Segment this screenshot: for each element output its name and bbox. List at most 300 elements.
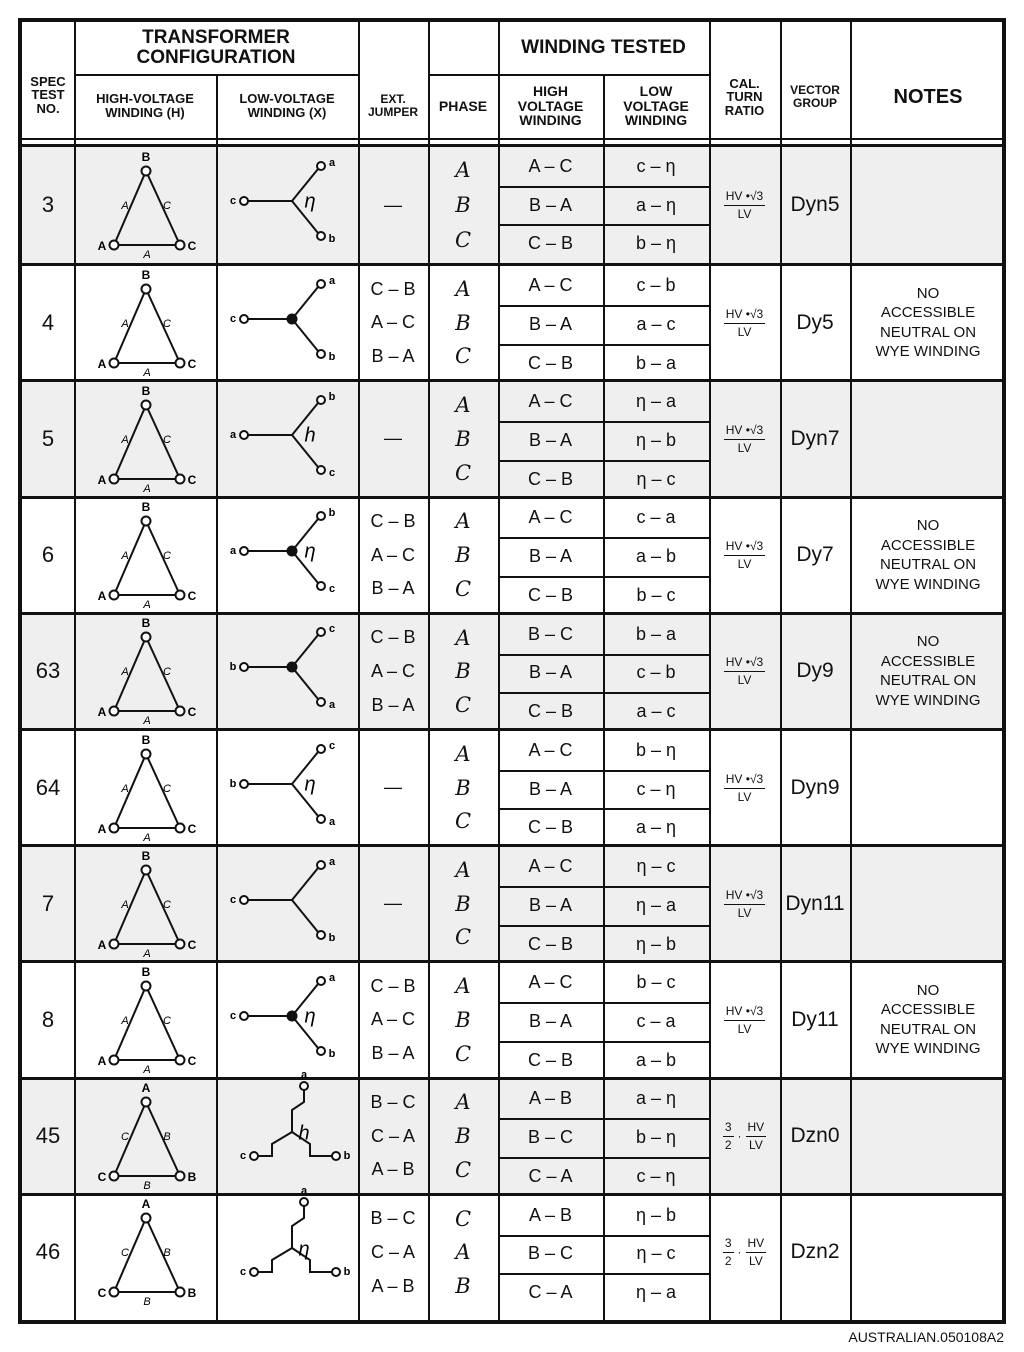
header-cal-turn-ratio: CAL. TURN RATIO: [724, 75, 765, 118]
phase-value: A: [455, 158, 471, 183]
phase: [428, 847, 498, 960]
ratio-denominator: LV: [737, 789, 752, 804]
jumper-value: B – A: [371, 1043, 415, 1064]
notes: [850, 1080, 1006, 1193]
ratio-numerator: HV •√3: [724, 539, 765, 556]
svg-text:h: h: [298, 1122, 310, 1145]
terminal-label: A: [97, 821, 107, 836]
header-divider: [428, 74, 709, 76]
lv-tested-value: b – η: [635, 233, 677, 254]
jumper-value: A – C: [370, 1009, 416, 1030]
ratio-denominator: LV: [737, 440, 752, 455]
lv-tested-value: b – a: [603, 615, 709, 656]
col-divider: [498, 22, 500, 1320]
jumper-value: B – A: [371, 694, 415, 715]
terminal-label: B: [141, 616, 151, 631]
ratio-numerator: HV •√3: [724, 423, 765, 440]
lv-winding-diagram: [216, 847, 358, 960]
terminal-label: B: [141, 848, 151, 863]
table-row: [22, 496, 1002, 612]
phase: [428, 1196, 498, 1309]
svg-text:b: b: [229, 661, 237, 674]
hv-tested-value: C – B: [527, 584, 574, 605]
lv-tested-value: η – c: [636, 468, 676, 489]
col-divider: [428, 22, 430, 1320]
phase-value: B: [455, 1124, 471, 1149]
lv-tested-value: c – a: [603, 499, 709, 540]
spec-test-number: 64: [35, 774, 61, 800]
col-divider: [850, 22, 852, 1320]
header-vector-group: VECTOR GROUP: [790, 83, 840, 110]
terminal-label: C: [187, 589, 197, 604]
vector-group: Dzn2: [790, 1240, 840, 1264]
winding-label: C: [121, 1131, 129, 1144]
vector-group: Dyn11: [785, 891, 845, 915]
terminal-label: B: [141, 384, 151, 399]
jumper-value: C – A: [370, 1125, 416, 1146]
svg-text:a: a: [300, 1185, 308, 1198]
winding-label: A: [121, 782, 129, 795]
phase-value: A: [455, 741, 471, 766]
hv-tested-value: C – B: [527, 817, 574, 838]
test-table: [18, 18, 1006, 1324]
phase-value: A: [455, 277, 471, 302]
hv-tested-value: A – C: [498, 266, 603, 307]
cal-turn-ratio: [709, 1196, 780, 1309]
phase-value: B: [455, 1007, 471, 1032]
svg-text:b: b: [328, 350, 336, 363]
lv-winding-diagram: [216, 963, 358, 1076]
svg-text:b: b: [343, 1150, 351, 1163]
spec-test-number: 8: [41, 1006, 55, 1032]
jumper-value: C – B: [370, 510, 416, 531]
terminal-label: B: [141, 150, 151, 165]
svg-text:c: c: [229, 1009, 237, 1022]
lv-tested-value: c – η: [636, 1165, 676, 1186]
jumper-value: —: [384, 893, 402, 914]
ratio-denominator: LV: [737, 557, 752, 572]
jumper-value: A – C: [370, 312, 416, 333]
phase-value: B: [455, 1274, 471, 1299]
winding-label: A: [143, 715, 151, 728]
lv-tested-value: a – c: [636, 701, 676, 722]
svg-text:η: η: [298, 1238, 310, 1261]
delta-diagram: [74, 848, 216, 960]
phase-value: B: [455, 775, 471, 800]
spec-test-number: 63: [35, 658, 61, 684]
hv-winding-diagram: [74, 615, 216, 728]
delta-diagram: [74, 499, 216, 611]
notes: NO ACCESSIBLE NEUTRAL ON WYE WINDING: [875, 981, 981, 1058]
hv-tested-value: A – B: [498, 1080, 603, 1121]
winding-label: C: [163, 200, 171, 212]
table-row: [22, 728, 1002, 844]
header-spec: SPEC TEST NO.: [30, 73, 66, 116]
winding-label: B: [143, 1296, 151, 1309]
vector-group: Dy7: [796, 543, 834, 567]
lv-tested-value: c – b: [603, 266, 709, 307]
terminal-label: C: [187, 473, 197, 488]
svg-text:c: c: [328, 583, 336, 596]
svg-text:a: a: [229, 428, 237, 441]
hv-tested-value: A – C: [498, 147, 603, 188]
ratio-lead-numerator: 3: [723, 1120, 734, 1137]
lv-tested-value: b – η: [603, 731, 709, 772]
svg-text:η: η: [304, 190, 316, 213]
phase-value: B: [455, 891, 471, 916]
delta-diagram: [74, 267, 216, 379]
winding-label: C: [163, 317, 171, 330]
winding-label: A: [143, 1063, 151, 1076]
delta-diagram: [74, 1196, 216, 1308]
ext-jumper: [358, 499, 428, 612]
jumper-value: —: [384, 777, 402, 798]
phase: [428, 499, 498, 612]
cal-turn-ratio: [709, 963, 780, 1076]
ratio-numerator: HV •√3: [724, 888, 765, 905]
cal-turn-ratio: [709, 847, 780, 960]
ext-jumper: [358, 731, 428, 844]
ratio-denominator: LV: [737, 207, 752, 222]
hv-winding-diagram: [74, 499, 216, 612]
hv-winding-diagram: [74, 266, 216, 379]
svg-text:a: a: [229, 545, 237, 558]
header-lv-tested: LOW VOLTAGE WINDING: [623, 82, 689, 129]
terminal-label: C: [187, 705, 197, 720]
vector-group: Dyn7: [790, 426, 840, 450]
cal-turn-ratio: [709, 382, 780, 495]
terminal-label: A: [97, 239, 107, 254]
table-row: [22, 844, 1002, 960]
lv-tested-value: b – a: [635, 352, 677, 373]
winding-label: A: [121, 317, 129, 330]
ratio-numerator: HV •√3: [724, 772, 765, 789]
phase-value: B: [455, 426, 471, 451]
terminal-label: A: [141, 1197, 151, 1212]
hv-tested-value: B – C: [498, 615, 603, 656]
delta-diagram: [74, 149, 216, 261]
phase-value: B: [455, 659, 471, 684]
zigzag-diagram: [216, 1185, 358, 1308]
phase-value: A: [455, 393, 471, 418]
terminal-label: A: [97, 937, 107, 952]
svg-text:a: a: [328, 157, 336, 169]
zigzag-diagram: [216, 1069, 358, 1192]
delta-diagram: [74, 964, 216, 1076]
ext-jumper: [358, 615, 428, 728]
lv-tested-value: c – a: [603, 1002, 709, 1043]
phase: [428, 731, 498, 844]
terminal-label: C: [97, 1286, 107, 1301]
terminal-label: B: [187, 1170, 197, 1185]
phase: [428, 615, 498, 728]
winding-label: A: [121, 1014, 129, 1027]
terminal-label: B: [141, 965, 151, 980]
terminal-label: B: [141, 500, 151, 515]
lv-tested-value: η – a: [603, 382, 709, 423]
wye-diagram: [216, 267, 358, 379]
winding-label: A: [121, 433, 129, 446]
hv-tested-value: C – B: [527, 933, 574, 954]
spec-test-number: 7: [41, 890, 55, 916]
jumper-value: C – B: [370, 627, 416, 648]
svg-text:a: a: [328, 815, 336, 828]
col-divider: [216, 74, 218, 1320]
svg-text:c: c: [229, 195, 237, 207]
notes: [850, 847, 1006, 960]
winding-label: C: [163, 666, 171, 679]
lv-tested-value: b – c: [603, 963, 709, 1004]
header-hv-winding: HIGH-VOLTAGE WINDING (H): [96, 91, 194, 120]
svg-text:a: a: [328, 274, 336, 287]
winding-label: A: [143, 599, 151, 612]
wye-diagram: [216, 383, 358, 495]
jumper-value: B – A: [371, 345, 415, 366]
cal-turn-ratio: [709, 1080, 780, 1193]
hv-winding-diagram: [74, 147, 216, 263]
wye-diagram: [216, 149, 358, 261]
hv-tested-value: A – C: [498, 499, 603, 540]
lv-tested-value: η – c: [603, 1235, 709, 1276]
lv-winding-diagram: [216, 731, 358, 844]
terminal-label: A: [97, 473, 107, 488]
phase-value: C: [454, 925, 472, 950]
ratio-denominator: LV: [748, 1138, 763, 1153]
phase-value: A: [455, 858, 471, 883]
winding-label: C: [163, 782, 171, 795]
cal-turn-ratio: [709, 731, 780, 844]
lv-tested-value: c – η: [603, 770, 709, 811]
header-phase: PHASE: [438, 97, 488, 114]
ratio-numerator: HV: [746, 1120, 767, 1137]
ratio-lead-denominator: 2: [724, 1138, 732, 1153]
svg-text:c: c: [328, 739, 336, 752]
ratio-numerator: HV: [746, 1236, 767, 1253]
wye-diagram: [216, 732, 358, 844]
terminal-label: B: [187, 1286, 197, 1301]
ratio-numerator: HV •√3: [724, 189, 765, 206]
cal-turn-ratio: [709, 499, 780, 612]
svg-text:c: c: [229, 312, 237, 325]
header-transformer-configuration: TRANSFORMER CONFIGURATION: [136, 27, 296, 68]
lv-tested-value: a – b: [603, 537, 709, 578]
jumper-value: A – B: [371, 1159, 415, 1180]
phase: [428, 963, 498, 1076]
svg-text:b: b: [328, 1047, 336, 1060]
hv-tested-value: B – A: [498, 305, 603, 346]
vector-group: Dyn9: [790, 775, 840, 799]
phase-value: A: [455, 974, 471, 999]
notes: [850, 731, 1006, 844]
winding-label: A: [121, 550, 129, 563]
lv-winding-diagram: [216, 1185, 358, 1309]
table-row: [22, 612, 1002, 728]
terminal-label: C: [97, 1170, 107, 1185]
notes: [850, 147, 1006, 263]
winding-label: C: [163, 1014, 171, 1027]
hv-tested-value: A – B: [498, 1196, 603, 1237]
ratio-denominator: LV: [737, 905, 752, 920]
terminal-label: B: [141, 732, 151, 747]
col-divider: [603, 74, 605, 1320]
ratio-dot: ·: [737, 1129, 742, 1144]
hv-tested-value: B – C: [498, 1118, 603, 1159]
notes: NO ACCESSIBLE NEUTRAL ON WYE WINDING: [875, 633, 981, 709]
hv-tested-value: A – C: [498, 847, 603, 888]
svg-text:η: η: [304, 1005, 316, 1028]
lv-winding-diagram: [216, 615, 358, 728]
terminal-label: A: [97, 356, 107, 371]
hv-tested-value: C – A: [528, 1165, 573, 1186]
terminal-label: A: [141, 1081, 151, 1096]
lv-winding-diagram: [216, 266, 358, 379]
phase-value: B: [455, 193, 471, 218]
hv-tested-value: B – C: [498, 1235, 603, 1276]
table-row: [22, 1185, 1002, 1309]
phase: [428, 1080, 498, 1193]
ratio-lead-denominator: 2: [724, 1254, 732, 1269]
col-divider: [709, 22, 711, 1320]
phase-value: C: [454, 576, 472, 601]
spec-test-number: 5: [41, 425, 55, 451]
ratio-numerator: HV •√3: [724, 655, 765, 672]
winding-label: C: [163, 550, 171, 563]
svg-text:b: b: [328, 233, 336, 245]
terminal-label: C: [187, 821, 197, 836]
svg-text:c: c: [229, 893, 237, 906]
vector-group: Dzn0: [790, 1124, 840, 1148]
terminal-label: C: [187, 937, 197, 952]
svg-text:c: c: [328, 466, 336, 479]
phase-value: A: [455, 509, 471, 534]
jumper-value: C – A: [370, 1241, 416, 1262]
lv-tested-value: a – c: [603, 305, 709, 346]
cal-turn-ratio: [709, 615, 780, 728]
notes: NO ACCESSIBLE NEUTRAL ON WYE WINDING: [875, 284, 981, 361]
lv-tested-value: η – b: [603, 421, 709, 462]
ratio-numerator: HV •√3: [724, 307, 765, 324]
jumper-value: A – C: [370, 544, 416, 565]
spec-test-number: 4: [41, 309, 55, 335]
spec-test-number: 6: [41, 542, 55, 568]
hv-tested-value: C – B: [527, 1049, 574, 1070]
spec-test-number: 46: [35, 1239, 61, 1265]
vector-group: Dy11: [791, 1007, 839, 1031]
terminal-label: B: [141, 267, 151, 282]
ext-jumper: [358, 963, 428, 1076]
ratio-lead-numerator: 3: [723, 1236, 734, 1253]
vector-group: Dy9: [796, 659, 834, 683]
phase-value: B: [455, 310, 471, 335]
hv-winding-diagram: [74, 963, 216, 1076]
phase-value: C: [454, 227, 472, 252]
cal-turn-ratio: [709, 147, 780, 263]
svg-text:c: c: [239, 1266, 247, 1279]
ext-jumper: [358, 1080, 428, 1193]
jumper-value: A – C: [370, 660, 416, 681]
lv-winding-diagram: [216, 382, 358, 495]
winding-label: A: [143, 249, 151, 261]
lv-tested-value: a – η: [603, 186, 709, 227]
ext-jumper: [358, 147, 428, 263]
hv-tested-value: B – A: [498, 770, 603, 811]
delta-diagram: [74, 732, 216, 844]
phase-value: C: [454, 809, 472, 834]
hv-tested-value: B – A: [498, 537, 603, 578]
ratio-denominator: LV: [748, 1254, 763, 1269]
lv-tested-value: c – b: [603, 654, 709, 695]
phase-value: A: [455, 1240, 471, 1265]
winding-label: A: [143, 482, 151, 495]
ratio-denominator: LV: [737, 324, 752, 339]
wye-diagram: [216, 615, 358, 727]
phase: [428, 382, 498, 495]
hv-tested-value: B – A: [498, 1002, 603, 1043]
notes: [850, 1196, 1006, 1309]
terminal-label: C: [187, 1054, 197, 1069]
header-hv-tested: HIGH VOLTAGE WINDING: [517, 82, 584, 129]
ext-jumper: [358, 382, 428, 495]
wye-diagram: [216, 848, 358, 960]
table-row: [22, 263, 1002, 379]
hv-winding-diagram: [74, 1196, 216, 1309]
ratio-numerator: HV •√3: [724, 1004, 765, 1021]
svg-text:b: b: [328, 507, 336, 520]
table-row: [22, 1069, 1002, 1193]
phase-value: C: [454, 1157, 472, 1182]
header-winding-tested: WINDING TESTED: [521, 37, 686, 59]
hv-tested-value: C – B: [527, 233, 574, 254]
terminal-label: A: [97, 705, 107, 720]
spec-test-number: 45: [35, 1123, 61, 1149]
wye-diagram: [216, 964, 358, 1076]
table-row: [22, 960, 1002, 1076]
svg-text:a: a: [328, 971, 336, 984]
hv-tested-value: C – B: [527, 468, 574, 489]
col-divider: [358, 22, 360, 1320]
lv-winding-diagram: [216, 1069, 358, 1193]
lv-tested-value: b – c: [636, 584, 676, 605]
svg-text:b: b: [328, 390, 336, 403]
jumper-value: C – B: [370, 278, 416, 299]
ext-jumper: [358, 847, 428, 960]
phase-value: C: [454, 1206, 472, 1231]
spec-test-number: 3: [41, 192, 55, 218]
svg-text:c: c: [239, 1150, 247, 1163]
hv-winding-diagram: [74, 731, 216, 844]
phase: [428, 147, 498, 263]
ratio-dot: ·: [737, 1245, 742, 1260]
notes: [850, 382, 1006, 495]
phase-value: B: [455, 543, 471, 568]
winding-label: C: [163, 898, 171, 911]
hv-tested-value: C – B: [527, 352, 574, 373]
vector-group: Dy5: [796, 310, 834, 334]
lv-tested-value: a – η: [635, 817, 677, 838]
svg-text:h: h: [304, 424, 316, 447]
jumper-value: A – B: [371, 1275, 415, 1296]
hv-tested-value: A – C: [498, 963, 603, 1004]
jumper-value: —: [384, 428, 402, 449]
svg-text:b: b: [328, 931, 336, 944]
ratio-denominator: LV: [737, 673, 752, 688]
winding-label: A: [143, 831, 151, 844]
lv-winding-diagram: [216, 147, 358, 263]
vector-group: Dyn5: [790, 193, 840, 217]
lv-tested-value: η – a: [603, 886, 709, 927]
lv-tested-value: c – η: [603, 147, 709, 188]
wye-diagram: [216, 499, 358, 611]
